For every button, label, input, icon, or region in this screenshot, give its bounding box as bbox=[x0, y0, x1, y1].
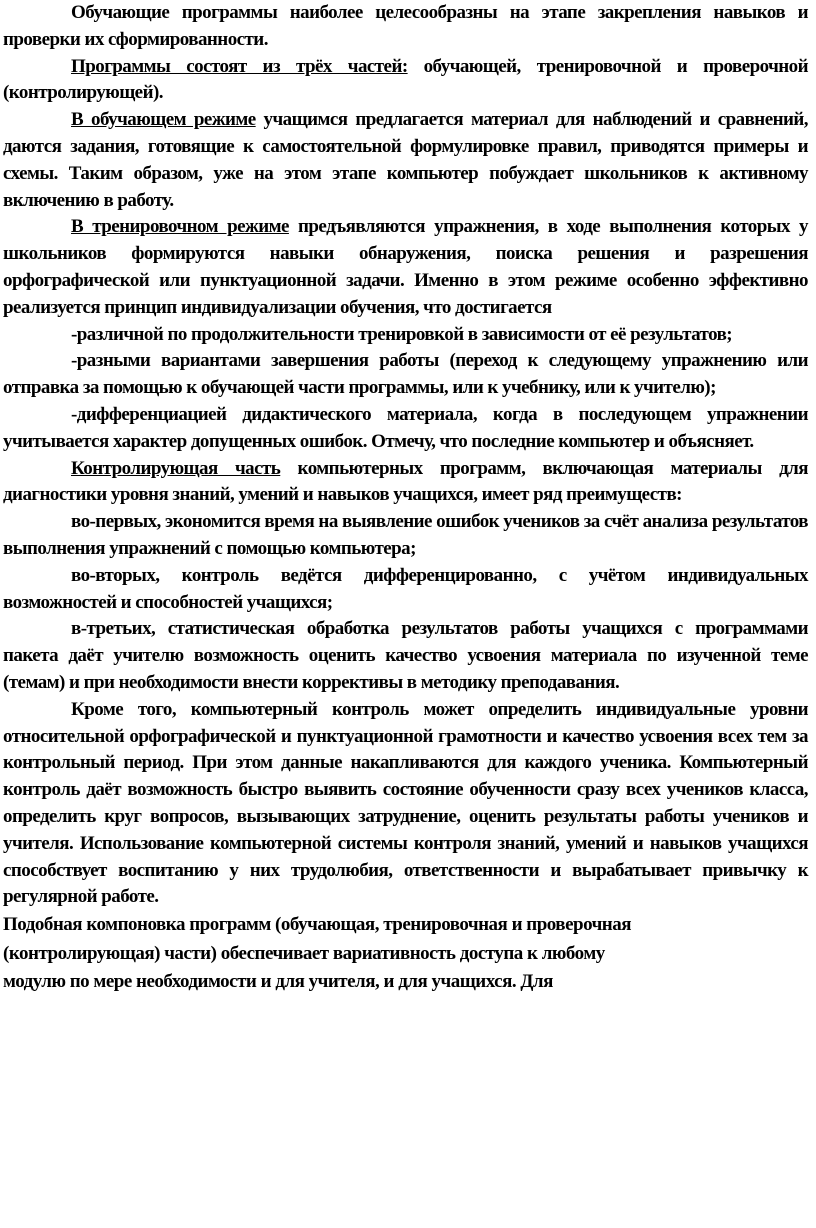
paragraph-program-parts: Программы состоят из трёх частей: обучающей, тренировочной и проверочной (контролирующей). bbox=[3, 55, 808, 104]
tail-line-3: модулю по мере необходимости и для учителя, и для учащихся. Для bbox=[3, 971, 553, 993]
underlined-heading: Контролирующая часть bbox=[71, 457, 281, 479]
underlined-heading: В обучающем режиме bbox=[71, 109, 256, 131]
tail-line-1: Подобная компоновка программ (обучающая, тренировочная и проверочная bbox=[3, 914, 632, 936]
list-item-differentiation: -дифференциацией дидактического материала, когда в последующем упражнении учитывается характер допущенных ошибок. Отмечу, что последние компьютер и объясняет. bbox=[3, 403, 808, 452]
paragraph-control-part: Контролирующая часть компьютерных программ, включающая материалы для диагностики уровня знаний, умений и навыков учащихся, имеет ряд преимуществ: bbox=[3, 457, 808, 506]
underlined-heading: Программы состоят из трёх частей: bbox=[71, 55, 408, 77]
underlined-heading: В тренировочном режиме bbox=[71, 216, 289, 238]
paragraph-learning-mode: В обучающем режиме учащимся предлагается материал для наблюдений и сравнений, даются задания, готовящие к самостоятельной формулировке правил, приводятся примеры и схемы. Таким образом, уже на этом этапе компьютер побуждает школьников к активному включению в работу. bbox=[3, 109, 808, 211]
advantage-third: в-третьих, статистическая обработка результатов работы учащихся с программами пакета даёт учителю возможность оценить качество усвоения материала по изученной теме (темам) и при необходимости внести коррективы в методику преподавания. bbox=[3, 618, 808, 693]
paragraph-computer-control: Кроме того, компьютерный контроль может определить индивидуальные уровни относительной орфографической и пунктуационной грамотности и качество усвоения всех тем за контрольный период. При этом данные накапливаются для каждого ученика. Компьютерный контроль даёт возможность быстро выявить состояние обученности сразу всех учеников класса, определить круг вопросов, вызывающих затруднение, оценить результаты работы учеников и учителя. Использование компьютерной системы контроля знаний, умений и навыков учащихся способствует воспитанию у них трудолюбия, ответственности и вырабатывает привычку к регулярной работе. bbox=[3, 698, 808, 908]
tail-line-2: (контролирующая) части) обеспечивает вариативность доступа к любому bbox=[3, 942, 605, 964]
list-item-variants: -разными вариантами завершения работы (переход к следующему упражнению или отправка за помощью к обучающей части программы, или к учебнику, или к учителю); bbox=[3, 350, 808, 399]
paragraph-training-mode: В тренировочном режиме предъявляются упражнения, в ходе выполнения которых у школьников формируются навыки обнаружения, поиска решения и разрешения орфографической или пунктуационной задачи. Именно в этом режиме особенно эффективно реализуется принцип индивидуализации обучения, что достигается bbox=[3, 216, 809, 318]
paragraph-intro: Обучающие программы наиболее целесообразны на этапе закрепления навыков и проверки их сформированности. bbox=[3, 2, 808, 50]
advantage-first: во-первых, экономится время на выявление ошибок учеников за счёт анализа результатов выполнения упражнений с помощью компьютера; bbox=[3, 511, 808, 559]
list-item-duration: -различной по продолжительности тренировкой в зависимости от её результатов; bbox=[71, 323, 733, 345]
advantage-second: во-вторых, контроль ведётся дифференцированно, с учётом индивидуальных возможностей и способностей учащихся; bbox=[3, 564, 808, 613]
